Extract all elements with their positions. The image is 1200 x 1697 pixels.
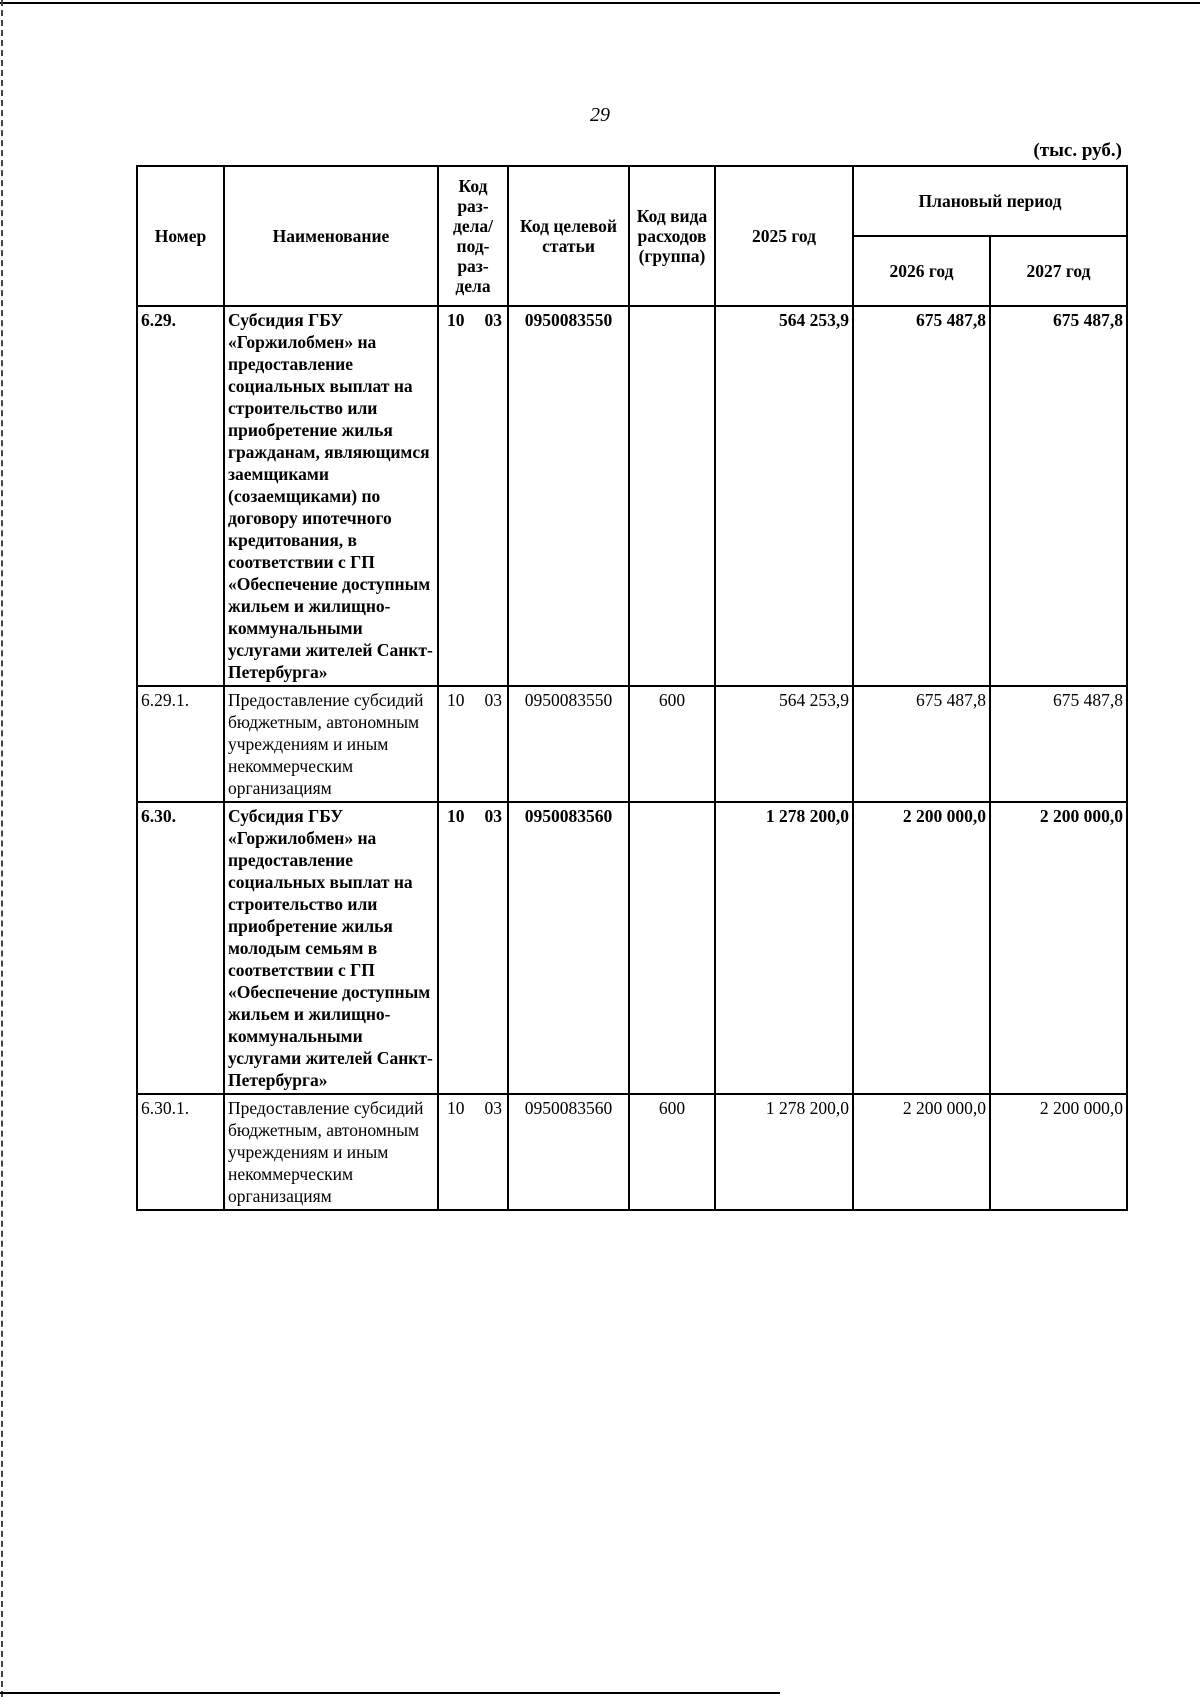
row-value-2027: 2 200 000,0 [990, 1094, 1127, 1210]
section-code: 10 [447, 310, 465, 330]
row-name: Субсидия ГБУ «Горжилобмен» на предоставление социальных выплат на строительство или приобретение жилья гражданам, являющимся заемщиками (созаемщиками) по договору ипотечного кредитования, в соответствии с ГП «Обеспечение доступным жильем и жилищно-коммунальными услугами жителей Санкт-Петербурга» [224, 306, 438, 686]
row-target-code: 0950083550 [508, 306, 629, 686]
row-name: Субсидия ГБУ «Горжилобмен» на предоставление социальных выплат на строительство или приобретение жилья молодым семьям в соответствии с ГП «Обеспечение доступным жильем и жилищно-коммунальными услугами жителей Санкт-Петербурга» [224, 802, 438, 1094]
row-value-2027: 675 487,8 [990, 686, 1127, 802]
table-row [137, 802, 1127, 1094]
row-value-2026: 675 487,8 [853, 686, 990, 802]
table-row [137, 686, 1127, 802]
row-number: 6.29. [137, 306, 224, 686]
row-expense-code: 600 [629, 686, 715, 802]
header-name: Наименование [224, 166, 438, 306]
header-number: Номер [137, 166, 224, 306]
row-target-code: 0950083560 [508, 802, 629, 1094]
table-row [137, 1094, 1127, 1210]
section-code: 10 [447, 690, 465, 710]
header-year-2027: 2027 год [990, 236, 1127, 306]
row-target-code: 0950083560 [508, 1094, 629, 1210]
header-year-2026: 2026 год [853, 236, 990, 306]
row-name: Предоставление субсидий бюджетным, автономным учреждениям и иным некоммерческим организациям [224, 1094, 438, 1210]
row-value-2025: 1 278 200,0 [715, 1094, 853, 1210]
row-expense-code: 600 [629, 1094, 715, 1210]
units-label: (тыс. руб.) [1033, 140, 1122, 161]
row-value-2026: 2 200 000,0 [853, 1094, 990, 1210]
row-expense-code [629, 802, 715, 1094]
page-frame-bottom [0, 1692, 780, 1694]
row-value-2025: 1 278 200,0 [715, 802, 853, 1094]
row-value-2025: 564 253,9 [715, 306, 853, 686]
row-value-2027: 675 487,8 [990, 306, 1127, 686]
subsection-code: 03 [484, 690, 502, 710]
page-frame-left [1, 0, 3, 1697]
header-year-2025: 2025 год [715, 166, 853, 306]
subsection-code: 03 [484, 310, 502, 330]
row-target-code: 0950083550 [508, 686, 629, 802]
header-planned-period: Плановый период [853, 166, 1127, 236]
header-expense-code: Код вида расходов (группа) [629, 166, 715, 306]
row-section-code [438, 306, 508, 686]
row-number: 6.30.1. [137, 1094, 224, 1210]
section-code: 10 [447, 1098, 465, 1118]
row-value-2026: 2 200 000,0 [853, 802, 990, 1094]
row-value-2027: 2 200 000,0 [990, 802, 1127, 1094]
subsection-code: 03 [484, 1098, 502, 1118]
header-section-code: Код раз- дела/ под- раз- дела [438, 166, 508, 306]
table-row [137, 306, 1127, 686]
budget-table [136, 165, 1128, 1211]
row-value-2025: 564 253,9 [715, 686, 853, 802]
row-number: 6.30. [137, 802, 224, 1094]
row-section-code [438, 686, 508, 802]
subsection-code: 03 [484, 806, 502, 826]
row-value-2026: 675 487,8 [853, 306, 990, 686]
header-target-code: Код целевой статьи [508, 166, 629, 306]
section-code: 10 [447, 806, 465, 826]
page-number: 29 [590, 104, 610, 126]
row-section-code [438, 802, 508, 1094]
row-expense-code [629, 306, 715, 686]
row-number: 6.29.1. [137, 686, 224, 802]
page-frame-top [0, 2, 1200, 4]
row-section-code [438, 1094, 508, 1210]
row-name: Предоставление субсидий бюджетным, автономным учреждениям и иным некоммерческим организациям [224, 686, 438, 802]
